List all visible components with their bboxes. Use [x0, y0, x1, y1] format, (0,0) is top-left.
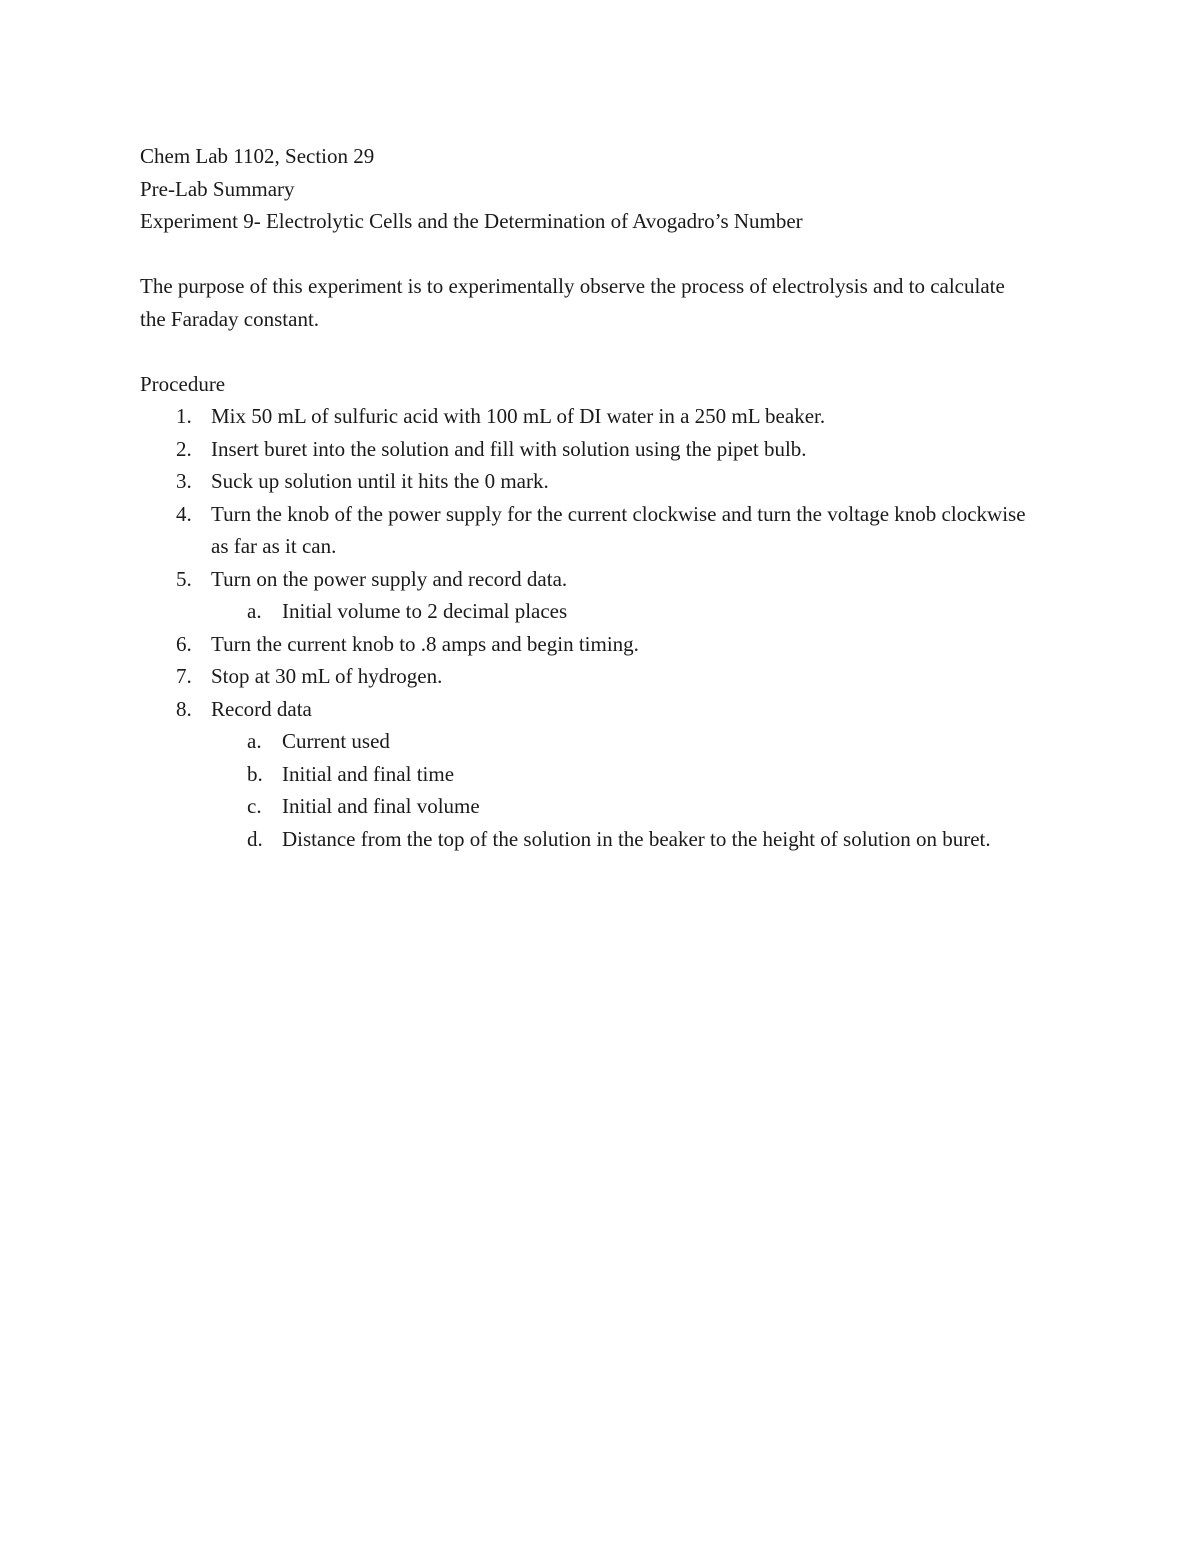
- sub-step-list: [211, 595, 1040, 628]
- step-text: Suck up solution until it hits the 0 mark.: [211, 469, 549, 493]
- step-number: 7.: [176, 664, 192, 688]
- step-number: 3.: [176, 469, 192, 493]
- step-number: 4.: [176, 501, 192, 526]
- spacer: [140, 335, 1040, 368]
- sub-step-letter: c.: [247, 794, 262, 818]
- sub-step-letter: a.: [247, 729, 262, 753]
- procedure-step: [140, 465, 1040, 498]
- sub-step: [211, 823, 1040, 856]
- procedure-list: [140, 400, 1040, 855]
- sub-step-text: Initial and final volume: [282, 794, 480, 818]
- step-text: Mix 50 mL of sulfuric acid with 100 mL of DI water in a 250 mL beaker.: [211, 404, 826, 428]
- document-type: Pre-Lab Summary: [140, 176, 295, 201]
- step-text: Turn the knob of the power supply for the current clockwise and turn the voltage knob clockwise as far as it can.: [211, 501, 1026, 558]
- procedure-step: [140, 563, 1040, 628]
- sub-step-text: Initial and final time: [282, 761, 455, 786]
- procedure-step: [140, 628, 1040, 661]
- step-number: 1.: [176, 404, 192, 428]
- step-text: Stop at 30 mL of hydrogen.: [211, 664, 443, 688]
- step-text: Turn the current knob to .8 amps and begin timing.: [211, 631, 639, 656]
- sub-step-list: [211, 725, 1040, 855]
- experiment-title: Experiment 9- Electrolytic Cells and the Determination of Avogadro’s Number: [140, 209, 803, 233]
- step-number: 5.: [176, 566, 192, 591]
- spacer: [140, 238, 1040, 271]
- sub-step: [211, 790, 1040, 823]
- document-page: [140, 140, 1040, 855]
- procedure-step: [140, 693, 1040, 856]
- sub-step-letter: b.: [247, 761, 263, 786]
- course-title: Chem Lab 1102, Section 29: [140, 144, 375, 168]
- step-number: 6.: [176, 631, 192, 656]
- sub-step-text: Initial volume to 2 decimal places: [282, 599, 568, 623]
- sub-step-text: Current used: [282, 729, 390, 753]
- procedure-step: [140, 660, 1040, 693]
- sub-step: [211, 758, 1040, 791]
- sub-step: [211, 725, 1040, 758]
- purpose-paragraph: The purpose of this experiment is to experimentally observe the process of electrolysis and to calculate the Faraday constant.: [140, 274, 1005, 331]
- procedure-step: [140, 400, 1040, 433]
- step-text: Record data: [211, 696, 312, 721]
- procedure-step: [140, 433, 1040, 466]
- step-number: 2.: [176, 436, 192, 461]
- sub-step-letter: d.: [247, 826, 263, 851]
- procedure-step: [140, 498, 1040, 563]
- sub-step-letter: a.: [247, 599, 262, 623]
- sub-step: [211, 595, 1040, 628]
- step-text: Turn on the power supply and record data.: [211, 566, 568, 591]
- step-number: 8.: [176, 696, 192, 721]
- sub-step-text: Distance from the top of the solution in the beaker to the height of solution on buret.: [282, 826, 991, 851]
- step-text: Insert buret into the solution and fill with solution using the pipet bulb.: [211, 436, 807, 461]
- procedure-heading: Procedure: [140, 371, 226, 396]
